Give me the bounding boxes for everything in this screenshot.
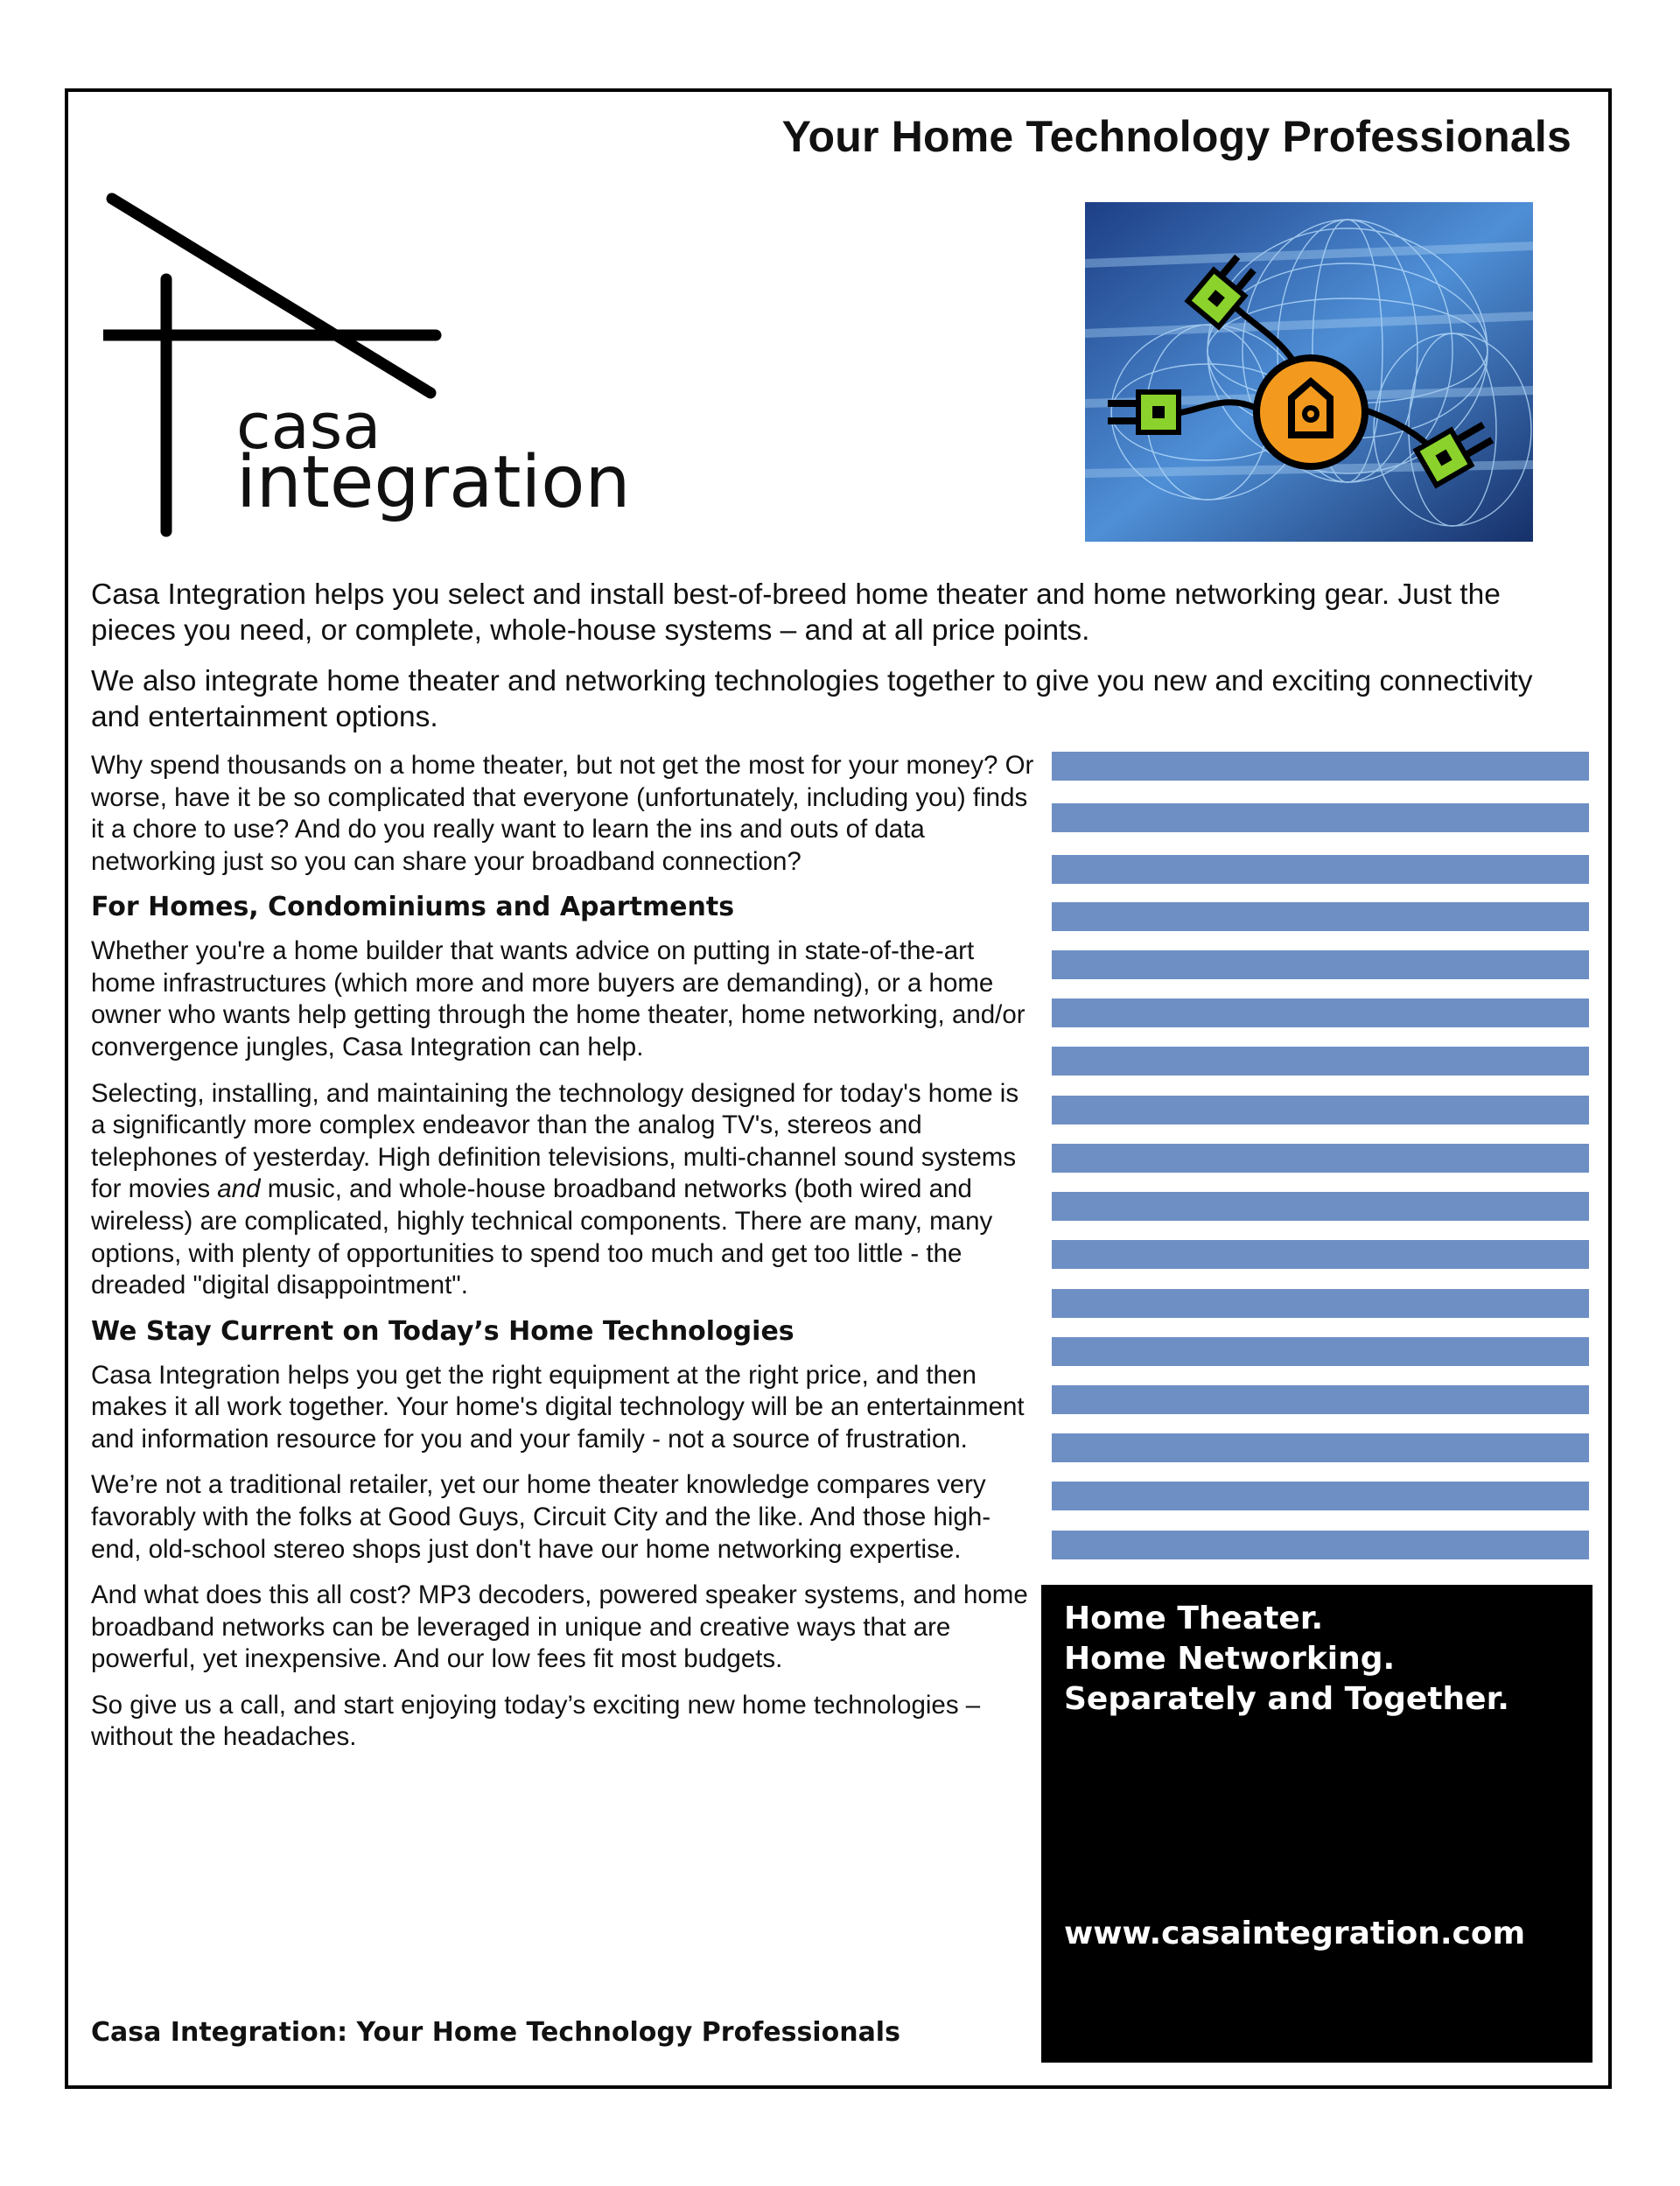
stripe (1052, 1433, 1589, 1462)
section-heading-homes: For Homes, Condominiums and Apartments (91, 892, 735, 923)
promo-line-home-networking: Home Networking. (1064, 1641, 1396, 1678)
stripe (1052, 1531, 1589, 1559)
main-text-column (91, 750, 1036, 1768)
promo-line-home-theater: Home Theater. (1064, 1601, 1324, 1636)
promo-line-together: Separately and Together. (1064, 1681, 1509, 1718)
body-paragraph: Whether you're a home builder that wants advice on putting in state-of-the-art home infrastructures (which more and more buyers are demanding), or a home owner who wants help getting through the home theater, home networking, and/or convergence jungles, Casa Integration can help. (91, 936, 1026, 1062)
body-paragraph (91, 1078, 1036, 1302)
stripe (1052, 902, 1589, 931)
stripe (1052, 1240, 1589, 1269)
promo-tagline (1064, 1599, 1509, 1720)
website-url-link[interactable]: www.casaintegration.com (1064, 1916, 1526, 1951)
network-plugs-illustration-icon (1085, 202, 1533, 542)
stripe (1052, 1096, 1589, 1125)
body-paragraph: We’re not a traditional retailer, yet our home theater knowledge compares very favorably with the folks at Good Guys, Circuit City and the like. And those high-end, old-school stereo shops just don't have our home networking expertise. (91, 1470, 991, 1564)
emphasis-text: and (217, 1174, 261, 1204)
stripe (1052, 1144, 1589, 1173)
stripe (1052, 855, 1589, 884)
stripe (1052, 1482, 1589, 1510)
promo-box (1041, 1585, 1592, 2063)
decorative-stripes (1052, 752, 1589, 1574)
logo-wordmark (236, 389, 631, 524)
body-text: music, and whole-house broadband networks (both wired and wireless) are complicated, highly technical components. There are many, many options, with plenty of opportunities to spend too much and get too little - the dreaded "digital disappointment". (91, 1174, 993, 1300)
stripe (1052, 1385, 1589, 1414)
intro-paragraph-2: We also integrate home theater and networking technologies together to give you new and exciting connectivity and entertainment options. (91, 665, 1533, 733)
logo-word-casa: casa (236, 389, 382, 463)
stripe (1052, 998, 1589, 1027)
stripe (1052, 1337, 1589, 1366)
body-paragraph: And what does this all cost? MP3 decoders, powered speaker systems, and home broadband networks can be leveraged in unique and creative ways that are powerful, yet inexpensive. And our low fees fit most budgets. (91, 1580, 1028, 1674)
intro-paragraph-1: Casa Integration helps you select and install best-of-breed home theater and home networking gear. Just the pieces you need, or complete, whole-house systems – and at all price points. (91, 578, 1501, 647)
page-title: Your Home Technology Professionals (781, 112, 1572, 161)
stripe (1052, 752, 1589, 781)
casa-integration-logo (103, 171, 631, 547)
body-text: Selecting, installing, and maintaining the technology designed for today's home is a significantly more complex endeavor than the analog TV's, stereos and telephones of yesterday. High definition televisions, multi-channel sound systems for movies (91, 1078, 1019, 1204)
section-heading-current: We Stay Current on Today’s Home Technologies (91, 1315, 794, 1347)
body-paragraph: Casa Integration helps you get the right equipment at the right price, and then makes it all work together. Your home's digital technology will be an entertainment and information resource for you and your family - not a source of frustration. (91, 1360, 1025, 1454)
page-frame (65, 88, 1612, 2089)
body-paragraph: Why spend thousands on a home theater, but not get the most for your money? Or worse, have it be so complicated that everyone (unfortunately, including you) finds it a chore to use? And do you really want to learn the ins and outs of data networking just so you can share your broadband connection? (91, 751, 1034, 876)
logo-word-integration: integration (236, 441, 631, 524)
hero-image (1085, 202, 1533, 542)
stripe (1052, 950, 1589, 979)
body-paragraph: So give us a call, and start enjoying today’s exciting new home technologies – without the headaches. (91, 1690, 981, 1752)
stripe (1052, 1289, 1589, 1318)
stripe (1052, 1047, 1589, 1075)
stripe (1052, 1192, 1589, 1221)
footer-tagline: Casa Integration: Your Home Technology Professionals (91, 2017, 900, 2048)
stripe (1052, 803, 1589, 832)
